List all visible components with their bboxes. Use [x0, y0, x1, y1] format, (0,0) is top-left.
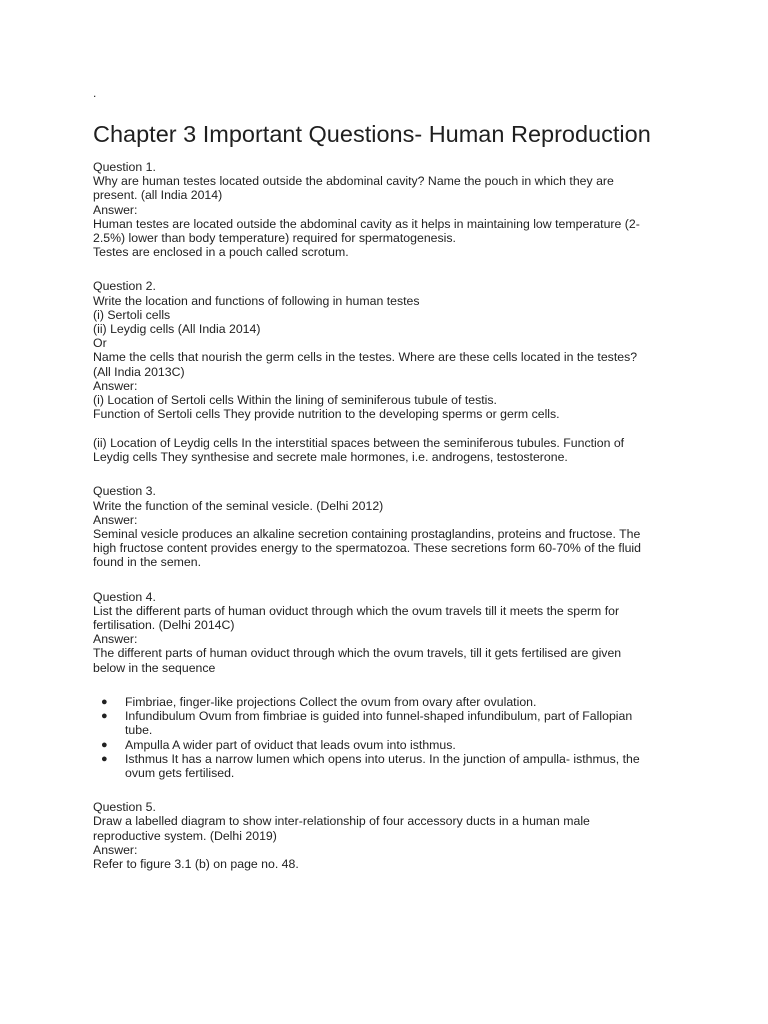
- answer-text-line: Seminal vesicle produces an alkaline secretion containing prostaglandins, proteins and fructose. The: [93, 527, 641, 542]
- bullet-list: [93, 695, 678, 780]
- page-dot: .: [93, 86, 97, 100]
- question-text-line: Write the function of the seminal vesicle. (Delhi 2012): [93, 498, 384, 513]
- answer-text-line: Testes are enclosed in a pouch called scrotum.: [93, 245, 349, 260]
- answer-text-line: found in the semen.: [93, 555, 202, 570]
- answer-label: Answer:: [93, 378, 138, 393]
- question-2: [93, 279, 678, 464]
- question-text-line: present. (all India 2014): [93, 188, 223, 203]
- question-text-line: Or: [93, 336, 107, 351]
- question-text-line: (ii) Leydig cells (All India 2014): [93, 322, 261, 337]
- question-label: Question 5.: [93, 800, 156, 815]
- answer-text-line: 2.5%) lower than body temperature) required for spermatogenesis.: [93, 231, 456, 246]
- answer-text-line: below in the sequence: [93, 660, 216, 675]
- answer-text-line: Function of Sertoli cells They provide nutrition to the developing sperms or germ cells.: [93, 407, 560, 422]
- question-text-line: fertilisation. (Delhi 2014C): [93, 618, 235, 633]
- question-5: [93, 800, 678, 871]
- document-body: [93, 160, 678, 871]
- answer-text-line: The different parts of human oviduct through which the ovum travels, till it gets fertilised are given: [93, 646, 622, 661]
- answer-text-line: high fructose content provides energy to the spermatozoa. These secretions form 60-70% of the fluid: [93, 541, 641, 556]
- question-label: Question 1.: [93, 160, 156, 174]
- answer-label: Answer:: [93, 632, 138, 647]
- question-text-line: Write the location and functions of following in human testes: [93, 293, 420, 308]
- answer-label: Answer:: [93, 512, 138, 527]
- list-item: [93, 752, 678, 780]
- question-text-line: (i) Sertoli cells: [93, 307, 171, 322]
- question-text-line: List the different parts of human oviduct through which the ovum travels till it meets the sperm for: [93, 603, 620, 618]
- answer-text-line: (i) Location of Sertoli cells Within the lining of seminiferous tubule of testis.: [93, 393, 497, 408]
- list-item: [93, 709, 678, 737]
- question-3: [93, 484, 678, 569]
- list-item: [93, 738, 678, 752]
- list-item-text: tube.: [125, 723, 153, 738]
- list-item-text: Infundibulum Ovum from fimbriae is guided into funnel-shaped infundibulum, part of Fallopian: [125, 709, 633, 724]
- bullet-icon: ●: [101, 710, 108, 723]
- question-label: Question 3.: [93, 484, 156, 499]
- question-text-line: Name the cells that nourish the germ cells in the testes. Where are these cells located in the testes?: [93, 350, 638, 365]
- question-label: Question 2.: [93, 279, 156, 294]
- bullet-icon: ●: [101, 738, 108, 751]
- list-item-text: Ampulla A wider part of oviduct that leads ovum into isthmus.: [125, 737, 456, 752]
- question-4: [93, 590, 678, 780]
- list-item-text: ovum gets fertilised.: [125, 765, 235, 780]
- question-text-line: reproductive system. (Delhi 2019): [93, 828, 277, 843]
- list-item-text: Fimbriae, finger-like projections Collect the ovum from ovary after ovulation.: [125, 694, 537, 709]
- bullet-icon: ●: [101, 752, 108, 765]
- answer-text-line: Refer to figure 3.1 (b) on page no. 48.: [93, 856, 299, 871]
- question-text-line: Why are human testes located outside the abdominal cavity? Name the pouch in which they are: [93, 174, 614, 189]
- question-label: Question 4.: [93, 589, 156, 604]
- question-text-line: (All India 2013C): [93, 364, 185, 379]
- list-item-text: Isthmus It has a narrow lumen which opens into uterus. In the junction of ampulla- isthmus, the: [125, 751, 640, 766]
- bullet-icon: ●: [101, 695, 108, 708]
- question-text-line: Draw a labelled diagram to show inter-relationship of four accessory ducts in a human male: [93, 814, 590, 829]
- question-1: [93, 160, 678, 259]
- page-title: Chapter 3 Important Questions- Human Reproduction: [93, 121, 651, 147]
- answer-text-line: Human testes are located outside the abdominal cavity as it helps in maintaining low temperature (2-: [93, 216, 640, 231]
- answer-text-line: (ii) Location of Leydig cells In the interstitial spaces between the seminiferous tubules. Function of: [93, 436, 625, 451]
- answer-label: Answer:: [93, 842, 138, 857]
- list-item: [93, 695, 678, 709]
- answer-label: Answer:: [93, 202, 138, 217]
- answer-text-line: Leydig cells They synthesise and secrete male hormones, i.e. androgens, testosterone.: [93, 450, 568, 465]
